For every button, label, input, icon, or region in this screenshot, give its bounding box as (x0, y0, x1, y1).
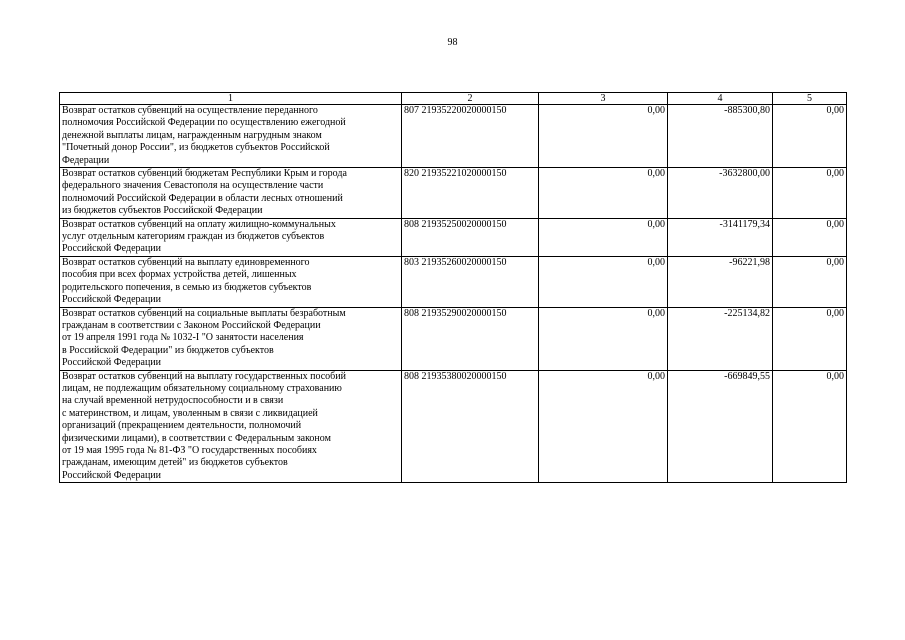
row-col3-value: 0,00 (539, 218, 668, 256)
row-col4-value: -225134,82 (668, 307, 773, 370)
row-col4-value: -3141179,34 (668, 218, 773, 256)
table-row (60, 256, 847, 307)
row-code: 808 21935380020000150 (402, 370, 539, 483)
row-col4-value: -96221,98 (668, 256, 773, 307)
row-col4-value: -885300,80 (668, 105, 773, 168)
header-col-1: 1 (60, 93, 402, 105)
table-row (60, 105, 847, 168)
row-col5-value: 0,00 (773, 256, 847, 307)
row-col3-value: 0,00 (539, 307, 668, 370)
row-description: Возврат остатков субвенций бюджетам Республики Крым и города федерального значения Севастополя на осуществление части полномочий Российской Федерации в области лесных отношений из бюджетов субъектов Российской Федерации (60, 168, 402, 219)
row-code: 807 21935220020000150 (402, 105, 539, 168)
table-row (60, 168, 847, 219)
page-number: 98 (447, 37, 458, 48)
row-col3-value: 0,00 (539, 370, 668, 483)
row-description: Возврат остатков субвенций на выплату государственных пособий лицам, не подлежащим обязательному социальному страхованию на случай временной нетрудоспособности и в связи с материнством, и лицам, уволенным в связи с ликвидацией организаций (прекращением деятельности, полномочий физическими лицами), в соответствии с Федеральным законом от 19 мая 1995 года № 81-ФЗ "О государственных пособиях гражданам, имеющим детей" из бюджетов субъектов Российской Федерации (60, 370, 402, 483)
header-col-2: 2 (402, 93, 539, 105)
table-row (60, 307, 847, 370)
row-col3-value: 0,00 (539, 256, 668, 307)
row-code: 803 21935260020000150 (402, 256, 539, 307)
header-col-4: 4 (668, 93, 773, 105)
row-col5-value: 0,00 (773, 105, 847, 168)
row-description: Возврат остатков субвенций на социальные выплаты безработным гражданам в соответствии с Законом Российской Федерации от 19 апреля 1991 года № 1032-I "О занятости населения в Российской Федерации" из бюджетов субъектов Российской Федерации (60, 307, 402, 370)
row-code: 808 21935290020000150 (402, 307, 539, 370)
row-col5-value: 0,00 (773, 218, 847, 256)
budget-table (59, 92, 847, 483)
row-col3-value: 0,00 (539, 168, 668, 219)
header-row (60, 93, 847, 105)
row-col5-value: 0,00 (773, 307, 847, 370)
row-description: Возврат остатков субвенций на выплату единовременного пособия при всех формах устройства детей, лишенных родительского попечения, в семью из бюджетов субъектов Российской Федерации (60, 256, 402, 307)
row-description: Возврат остатков субвенций на оплату жилищно-коммунальных услуг отдельным категориям граждан из бюджетов субъектов Российской Федерации (60, 218, 402, 256)
header-col-3: 3 (539, 93, 668, 105)
row-col5-value: 0,00 (773, 168, 847, 219)
row-code: 808 21935250020000150 (402, 218, 539, 256)
row-col3-value: 0,00 (539, 105, 668, 168)
row-col5-value: 0,00 (773, 370, 847, 483)
row-description: Возврат остатков субвенций на осуществление переданного полномочия Российской Федерации по осуществлению ежегодной денежной выплаты лицам, награжденным нагрудным знаком "Почетный донор России", из бюджетов субъектов Российской Федерации (60, 105, 402, 168)
row-code: 820 21935221020000150 (402, 168, 539, 219)
row-col4-value: -3632800,00 (668, 168, 773, 219)
table-row (60, 370, 847, 483)
header-col-5: 5 (773, 93, 847, 105)
table-row (60, 218, 847, 256)
row-col4-value: -669849,55 (668, 370, 773, 483)
